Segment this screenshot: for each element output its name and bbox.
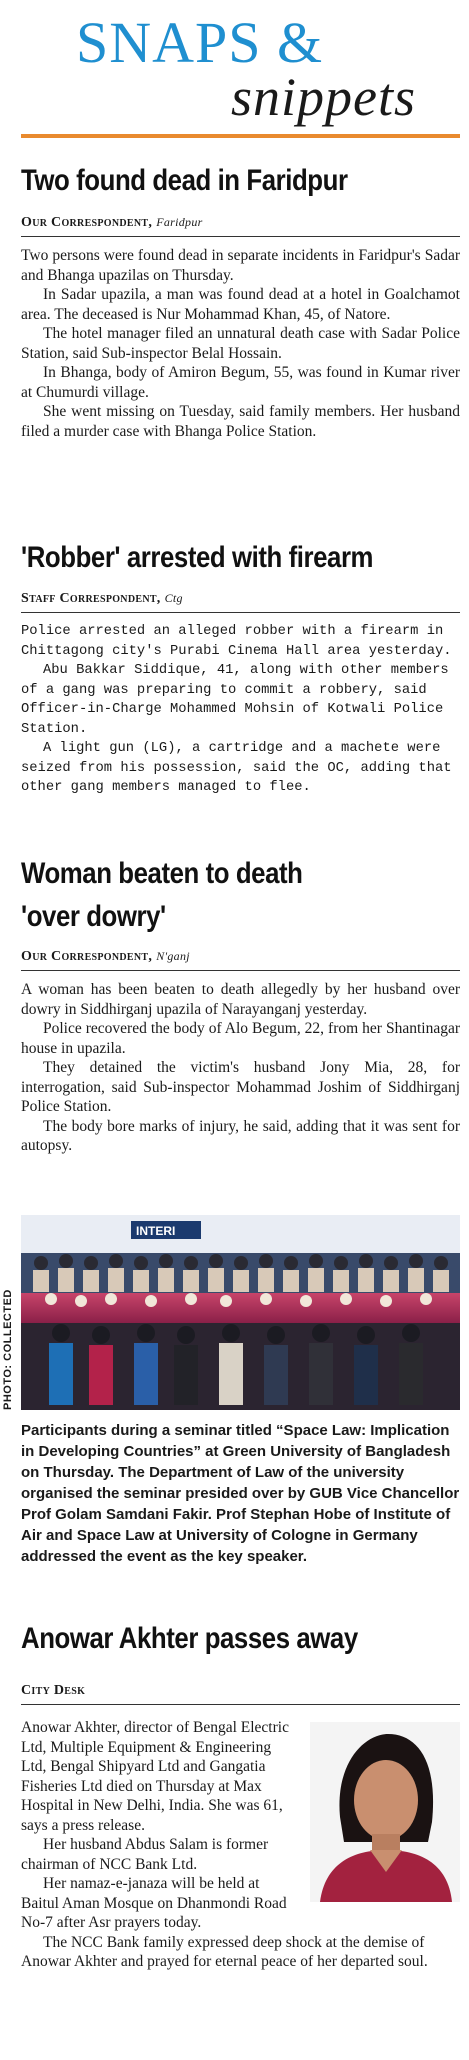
byline-location: Ctg <box>164 591 183 605</box>
paragraph: Anowar Akhter, director of Bengal Electric Ltd, Multiple Equipment & Engineering Ltd, Bengal Shipyard Ltd and Gangatia Fisheries Ltd died on Thursday at Max Hospital in New Delhi, India. She was 61, says a press release. <box>21 1719 289 1834</box>
photo-caption: Participants during a seminar titled “Space Law: Implication in Developing Countries” at Green University of Bangladesh on Thursday. The Department of Law of the university organised the seminar presided over by GUB Vice Chancellor Prof Golam Samdani Fakir. Prof Stephan Hobe of Institute of Air and Space Law at University of Cologne in Germany addressed the event as the key speaker. <box>21 1422 460 1565</box>
paragraph: A light gun (LG), a cartridge and a machete were seized from his possession, said the OC, adding that other gang members managed to flee. <box>21 741 452 795</box>
article-body-dowry <box>21 980 460 1156</box>
byline-faridpur <box>21 214 460 237</box>
byline-obituary <box>21 1682 460 1705</box>
masthead-divider <box>21 134 460 138</box>
paragraph: Abu Bakkar Siddique, 41, along with other members of a gang was preparing to commit a robbery, said Officer-in-Charge Mohammed Mohsin of Kotwali Police Station. <box>21 663 449 737</box>
photo-credit <box>2 1289 18 1410</box>
masthead-snaps: SNAPS & <box>76 10 324 75</box>
paragraph: The hotel manager filed an unnatural death case with Sadar Police Station, said Sub-inspector Belal Hossain. <box>21 325 460 362</box>
headline-faridpur: Two found dead in Faridpur <box>21 164 348 197</box>
byline-location: Faridpur <box>156 215 203 229</box>
paragraph: Police recovered the body of Alo Begum, 22, from her Shantinagar house in upazila. <box>21 1020 460 1057</box>
article-body-faridpur <box>21 246 460 441</box>
headline-dowry-line1: Woman beaten to death <box>21 857 303 890</box>
paragraph: Police arrested an alleged robber with a firearm in Chittagong city's Purabi Cinema Hall area yesterday. <box>21 624 452 659</box>
masthead <box>21 0 460 138</box>
headline-robber: 'Robber' arrested with firearm <box>21 541 374 574</box>
byline-author: Our Correspondent, <box>21 215 153 230</box>
byline-location: N'ganj <box>156 949 190 963</box>
paragraph: The NCC Bank family expressed deep shock at the demise of Anowar Akhter and prayed for eternal peace of her departed soul. <box>21 1933 428 1970</box>
article-body-robber <box>21 622 460 798</box>
seminar-photo-image <box>21 1215 460 1410</box>
paragraph: She went missing on Tuesday, said family members. Her husband filed a murder case with Bhanga Police Station. <box>21 403 460 440</box>
byline-author: Staff Correspondent, <box>21 591 161 606</box>
seminar-photo <box>2 1215 460 1410</box>
photo-credit-text: PHOTO: COLLECTED <box>2 1289 14 1410</box>
portrait-photo <box>310 1722 460 1902</box>
paragraph: In Bhanga, body of Amiron Begum, 55, was found in Kumar river at Chumurdi village. <box>21 364 460 401</box>
paragraph: Two persons were found dead in separate incidents in Faridpur's Sadar and Bhanga upazilas on Thursday. <box>21 247 460 284</box>
paragraph: A woman has been beaten to death allegedly by her husband over dowry in Siddhirganj upazila of Narayanganj yesterday. <box>21 981 460 1018</box>
byline-dowry <box>21 948 460 971</box>
article-body-obituary <box>21 1718 460 1972</box>
svg-text:INTERI: INTERI <box>136 1224 176 1238</box>
paragraph: The body bore marks of injury, he said, adding that it was sent for autopsy. <box>21 1117 460 1154</box>
paragraph: Her namaz-e-janaza will be held at Baitul Aman Mosque on Dhanmondi Road No-7 after Asr prayers today. <box>21 1875 287 1931</box>
paragraph: Her husband Abdus Salam is former chairman of NCC Bank Ltd. <box>21 1836 269 1873</box>
masthead-snippets: snippets <box>231 67 417 127</box>
paragraph: In Sadar upazila, a man was found dead at a hotel in Goalchamot area. The deceased is Nur Mohammad Khan, 45, of Natore. <box>21 286 460 323</box>
paragraph: They detained the victim's husband Jony Mia, 28, for interrogation, said Sub-inspector Mohammad Joshim of Siddhirganj Police Station. <box>21 1059 460 1115</box>
headline-obituary: Anowar Akhter passes away <box>21 1622 358 1655</box>
byline-robber <box>21 590 460 613</box>
byline-author: Our Correspondent, <box>21 949 153 964</box>
byline-author: City Desk <box>21 1683 86 1698</box>
headline-dowry-line2: 'over dowry' <box>21 900 166 933</box>
